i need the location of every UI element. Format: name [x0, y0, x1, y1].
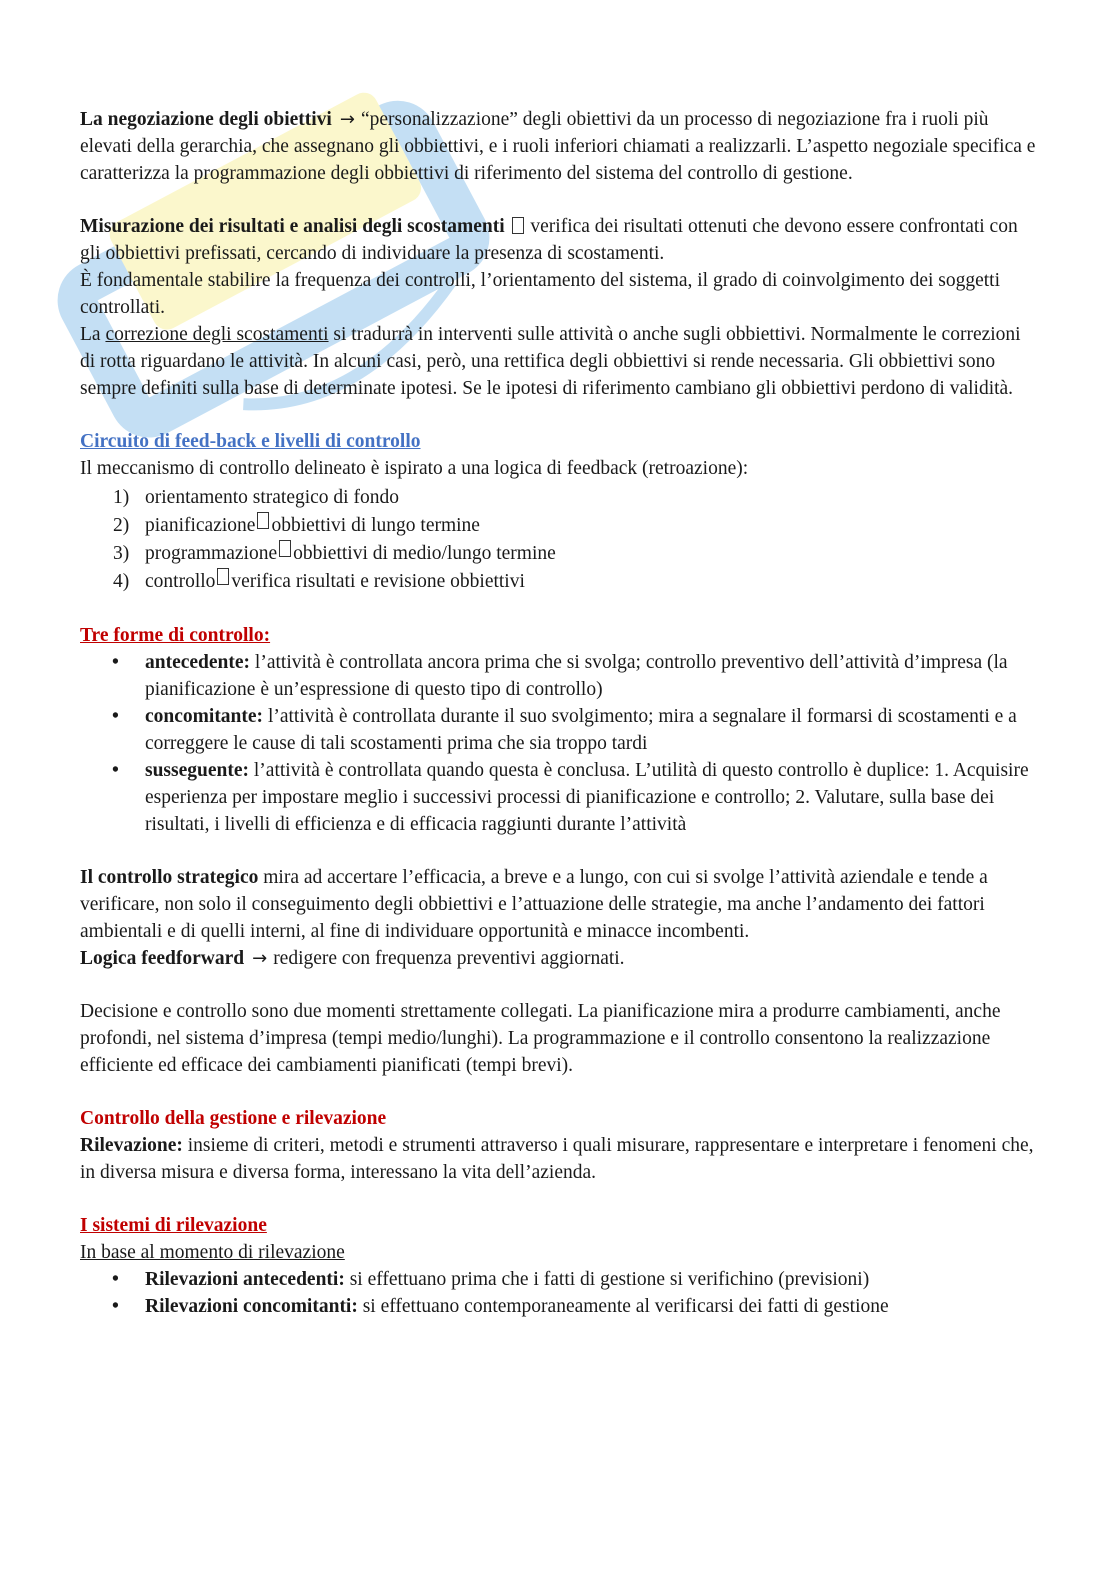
list-text: controllo	[145, 571, 216, 592]
list-number: 3)	[113, 543, 130, 564]
list-item	[80, 757, 1040, 838]
list-term: concomitante:	[145, 706, 264, 727]
bullet-icon: •	[112, 1296, 119, 1317]
bullet-icon: •	[112, 652, 119, 673]
bullet-icon: •	[112, 1269, 119, 1290]
sistemi-list	[80, 1266, 1040, 1320]
paragraph-correzione	[80, 321, 1040, 402]
text-feedforward: redigere con frequenza preventivi aggiornati.	[273, 948, 625, 969]
missing-glyph-icon	[279, 540, 291, 557]
feedback-list	[80, 484, 1040, 595]
heading-tre-forme: Tre forme di controllo:	[80, 625, 271, 646]
heading-controllo-gestione: Controllo della gestione e rilevazione	[80, 1108, 387, 1129]
list-text: l’attività è controllata ancora prima che si svolga; controllo preventivo dell’attività d’impresa (la pianificazione è un’espressione di questo tipo di controllo)	[145, 652, 1008, 700]
term-feedforward: Logica feedforward	[80, 948, 245, 969]
term-correzione: correzione degli scostamenti	[105, 324, 329, 345]
arrow-right-icon: →	[339, 109, 355, 130]
list-number: 4)	[113, 571, 130, 592]
text-correzione-post: si tradurrà in interventi sulle attività o anche sugli obbiettivi. Normalmente le correzioni di rotta riguardano le attività. In alcuni casi, però, una rettifica degli obbiettivi si rende necessaria. Gli obbiettivi sono sempre definiti sulla base di determinate ipotesi. Se le ipotesi di riferimento cambiano gli obbiettivi perdono di validità.	[80, 324, 1021, 399]
term-misurazione: Misurazione dei risultati e analisi degli scostamenti	[80, 216, 505, 237]
list-text-rest: obbiettivi di lungo termine	[271, 515, 480, 536]
missing-glyph-icon	[217, 568, 229, 585]
missing-glyph-icon	[512, 217, 524, 234]
list-text: l’attività è controllata quando questa è conclusa. L’utilità di questo controllo è duplice: 1. Acquisire esperienza per impostare meglio i successivi processi di pianificazione e controllo; 2. Valutare, sulla base dei risultati, i livelli di efficienza e di efficacia raggiunti durante l’attività	[145, 760, 1029, 835]
list-item	[80, 568, 1040, 595]
list-item	[80, 1266, 1040, 1293]
feedback-intro: Il meccanismo di controllo delineato è ispirato a una logica di feedback (retroazione):	[80, 458, 749, 479]
list-item	[80, 1293, 1040, 1320]
heading-circuito-feedback: Circuito di feed-back e livelli di controllo	[80, 431, 421, 452]
list-text: si effettuano prima che i fatti di gestione si verifichino (previsioni)	[344, 1269, 870, 1290]
bullet-icon: •	[112, 706, 119, 727]
paragraph-rilevazione	[80, 1132, 1040, 1186]
subheading-momento: In base al momento di rilevazione	[80, 1242, 345, 1263]
list-text-rest: verifica risultati e revisione obbiettivi	[231, 571, 525, 592]
term-rilevazione: Rilevazione:	[80, 1135, 183, 1156]
list-term: susseguente:	[145, 760, 250, 781]
list-text: pianificazione	[145, 515, 256, 536]
list-item	[80, 512, 1040, 539]
text-controllo-strategico: mira ad accertare l’efficacia, a breve e a lungo, con cui si svolge l’attività aziendale e tende a verificare, non solo il conseguimento degli obbiettivi e l’attuazione delle strategie, ma anche l’andamento dei fattori ambientali e di quelli interni, al fine di individuare opportunità e minacce incombenti.	[80, 867, 988, 942]
paragraph-negoziazione	[80, 106, 1040, 187]
paragraph-controllo-strategico	[80, 864, 1040, 945]
missing-glyph-icon	[257, 512, 269, 529]
bullet-icon: •	[112, 760, 119, 781]
list-number: 2)	[113, 515, 130, 536]
text-negoziazione: “personalizzazione” degli obiettivi da un processo di negoziazione fra i ruoli più elevati della gerarchia, che assegnano gli obbiettivi, e i ruoli inferiori chiamati a realizzarli. L’aspetto negoziale specifica e caratterizza la programmazione degli obbiettivi di riferimento del sistema del controllo di gestione.	[80, 109, 1036, 184]
heading-sistemi-rilevazione: I sistemi di rilevazione	[80, 1215, 267, 1236]
list-term: Rilevazioni antecedenti:	[145, 1269, 345, 1290]
text-misurazione: verifica dei risultati ottenuti che devono essere confrontati con gli obbiettivi prefissati, cercando di individuare la presenza di scostamenti.	[80, 216, 1018, 264]
list-text: orientamento strategico di fondo	[145, 487, 399, 508]
document-page	[80, 106, 1040, 1320]
term-negoziazione: La negoziazione degli obiettivi	[80, 109, 332, 130]
list-term: antecedente:	[145, 652, 251, 673]
list-term: Rilevazioni concomitanti:	[145, 1296, 358, 1317]
list-text: si effettuano contemporaneamente al verificarsi dei fatti di gestione	[357, 1296, 889, 1317]
text-correzione-pre: La	[80, 324, 106, 345]
paragraph-misurazione	[80, 213, 1040, 267]
paragraph-feedforward	[80, 945, 1040, 972]
term-controllo-strategico: Il controllo strategico	[80, 867, 259, 888]
list-item	[80, 484, 1040, 511]
forme-list	[80, 649, 1040, 838]
arrow-right-icon: →	[252, 948, 268, 969]
paragraph-decisione: Decisione e controllo sono due momenti strettamente collegati. La pianificazione mira a produrre cambiamenti, anche profondi, nel sistema d’impresa (tempi medio/lunghi). La programmazione e il controllo consentono la realizzazione efficiente ed efficace dei cambiamenti pianificati (tempi brevi).	[80, 1001, 1001, 1076]
paragraph-frequenza: È fondamentale stabilire la frequenza dei controlli, l’orientamento del sistema, il grado di coinvolgimento dei soggetti controllati.	[80, 270, 1001, 318]
list-text: l’attività è controllata durante il suo svolgimento; mira a segnalare il formarsi di scostamenti e a correggere le cause di tali scostamenti prima che sia troppo tardi	[145, 706, 1017, 754]
list-item	[80, 540, 1040, 567]
list-item	[80, 649, 1040, 703]
list-number: 1)	[113, 487, 130, 508]
list-text: programmazione	[145, 543, 278, 564]
text-rilevazione: insieme di criteri, metodi e strumenti attraverso i quali misurare, rappresentare e interpretare i fenomeni che, in diversa misura e diversa forma, interessano la vita dell’azienda.	[80, 1135, 1034, 1183]
list-item	[80, 703, 1040, 757]
list-text-rest: obbiettivi di medio/lungo termine	[293, 543, 556, 564]
